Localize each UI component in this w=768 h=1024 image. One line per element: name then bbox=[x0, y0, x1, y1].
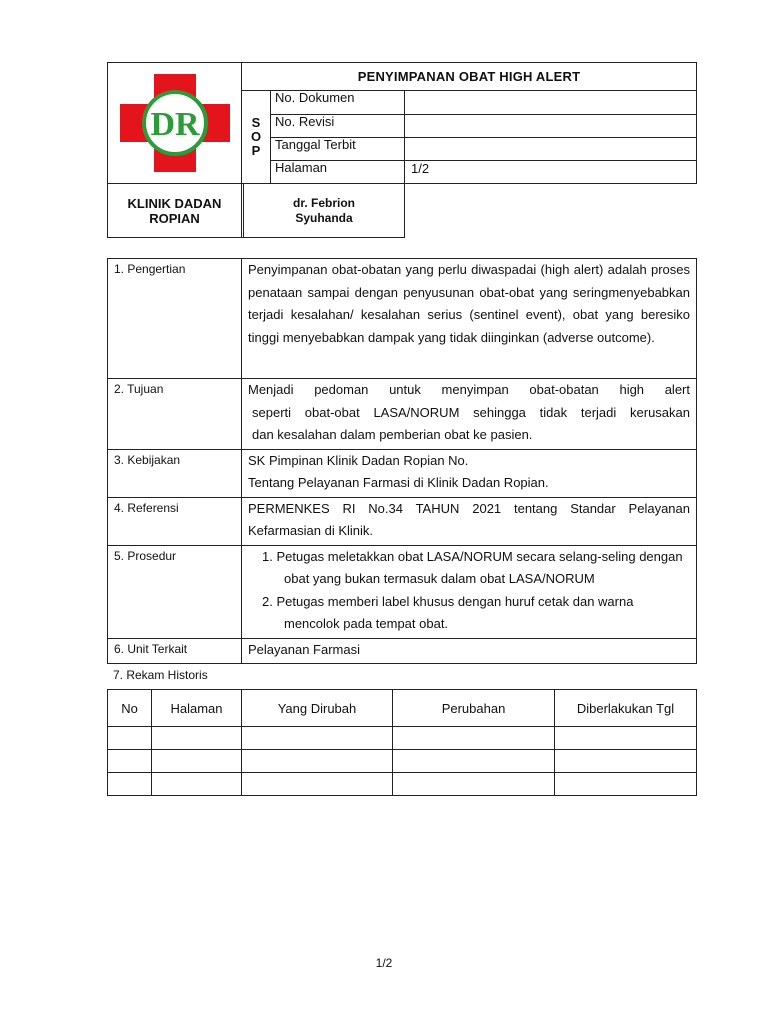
rekam-historis-table bbox=[107, 689, 697, 796]
meta-label-no-revisi: No. Revisi bbox=[271, 115, 405, 138]
logo-letters: DR bbox=[149, 106, 200, 143]
table-cell bbox=[108, 773, 152, 796]
text-line: Menjadi pedoman untuk menyimpan obat-obatan high alert bbox=[248, 382, 690, 397]
sop-letter: O bbox=[250, 129, 262, 144]
procedure-item: 1. Petugas meletakkan obat LASA/NORUM secara selang-seling dengan obat yang bukan termasuk dalam obat LASA/NORUM bbox=[262, 548, 683, 586]
section-row-referensi bbox=[108, 497, 697, 545]
section-row-kebijakan bbox=[108, 449, 697, 497]
history-col-yang-dirubah: Yang Dirubah bbox=[242, 690, 393, 727]
section-label: 2. Tujuan bbox=[108, 379, 242, 450]
blank-header-cell bbox=[242, 184, 405, 238]
table-cell bbox=[242, 727, 393, 750]
meta-value-tanggal-terbit bbox=[405, 138, 697, 161]
section-row-unit-terkait bbox=[108, 638, 697, 664]
table-cell bbox=[555, 750, 697, 773]
meta-label-no-dokumen: No. Dokumen bbox=[271, 91, 405, 115]
text-line: dan kesalahan dalam pemberian obat ke pasien. bbox=[252, 427, 533, 442]
procedure-item: 2. Petugas memberi label khusus dengan huruf cetak dan warna mencolok pada tempat obat. bbox=[262, 593, 634, 631]
table-row bbox=[108, 773, 697, 796]
section-label: 6. Unit Terkait bbox=[108, 638, 242, 664]
section-row-tujuan bbox=[108, 379, 697, 450]
section-row-prosedur bbox=[108, 545, 697, 638]
section-label: 3. Kebijakan bbox=[108, 449, 242, 497]
text-line: Tentang Pelayanan Farmasi di Klinik Dadan Ropian. bbox=[248, 475, 549, 490]
table-cell bbox=[152, 773, 242, 796]
text-line: Kefarmasian di Klinik. bbox=[248, 523, 373, 538]
section-text: Penyimpanan obat-obatan yang perlu diwaspadai (high alert) adalah proses penataan sampai dengan penyusunan obat-obat yang seringmenyebabkan terjadi kesalahan/ kesalahan serius (sentinel event), obat yang beresiko tinggi menyebabkan dampak yang tidak diinginkan (adverse outcome). bbox=[242, 259, 697, 379]
page-number: 1/2 bbox=[375, 956, 393, 970]
text-line: SK Pimpinan Klinik Dadan Ropian No. bbox=[248, 452, 469, 468]
meta-value-no-dokumen bbox=[405, 91, 697, 115]
section-row-pengertian bbox=[108, 259, 697, 379]
history-col-halaman: Halaman bbox=[152, 690, 242, 727]
table-cell bbox=[108, 727, 152, 750]
table-cell bbox=[152, 727, 242, 750]
table-cell bbox=[555, 773, 697, 796]
table-cell bbox=[108, 750, 152, 773]
history-col-no: No bbox=[108, 690, 152, 727]
section-label: 5. Prosedur bbox=[108, 545, 242, 638]
table-cell bbox=[555, 727, 697, 750]
meta-value-no-revisi bbox=[405, 115, 697, 138]
table-cell bbox=[393, 750, 555, 773]
sop-content-table bbox=[107, 258, 697, 664]
text-line: PERMENKES RI No.34 TAHUN 2021 tentang Standar Pelayanan bbox=[248, 500, 690, 516]
meta-label-halaman: Halaman bbox=[271, 161, 405, 184]
section-text: Pelayanan Farmasi bbox=[242, 638, 697, 664]
signer-line: Syuhanda bbox=[295, 210, 353, 225]
clinic-name-line: ROPIAN bbox=[149, 210, 200, 226]
table-row bbox=[108, 750, 697, 773]
section-text bbox=[242, 379, 697, 450]
section-label: 1. Pengertian bbox=[108, 259, 242, 379]
history-col-perubahan: Perubahan bbox=[393, 690, 555, 727]
history-header-row bbox=[108, 690, 697, 727]
section-text bbox=[242, 497, 697, 545]
signer-line: dr. Febrion bbox=[292, 195, 355, 210]
clinic-logo bbox=[108, 63, 242, 184]
section-text bbox=[242, 545, 697, 638]
signer-name bbox=[243, 184, 404, 237]
table-cell bbox=[393, 773, 555, 796]
history-col-diberlakukan-tgl: Diberlakukan Tgl bbox=[555, 690, 697, 727]
section-label: 4. Referensi bbox=[108, 497, 242, 545]
clinic-name-line: KLINIK DADAN bbox=[127, 195, 222, 211]
rekam-historis-label: 7. Rekam Historis bbox=[113, 668, 208, 682]
red-cross-logo-icon bbox=[118, 72, 232, 174]
table-cell bbox=[242, 773, 393, 796]
table-cell bbox=[242, 750, 393, 773]
table-row bbox=[108, 727, 697, 750]
sop-vertical-label bbox=[242, 91, 271, 184]
meta-value-halaman: 1/2 bbox=[405, 161, 697, 184]
section-text bbox=[242, 449, 697, 497]
text-line: seperti obat-obat LASA/NORUM sehingga tidak terjadi kerusakan bbox=[252, 404, 690, 420]
table-cell bbox=[393, 727, 555, 750]
clinic-name bbox=[108, 184, 242, 238]
document-title: PENYIMPANAN OBAT HIGH ALERT bbox=[242, 63, 697, 91]
meta-label-tanggal-terbit: Tanggal Terbit bbox=[271, 138, 405, 161]
sop-header-table bbox=[107, 62, 697, 238]
sop-letter: P bbox=[251, 143, 261, 158]
sop-letter: S bbox=[251, 115, 261, 130]
table-cell bbox=[152, 750, 242, 773]
